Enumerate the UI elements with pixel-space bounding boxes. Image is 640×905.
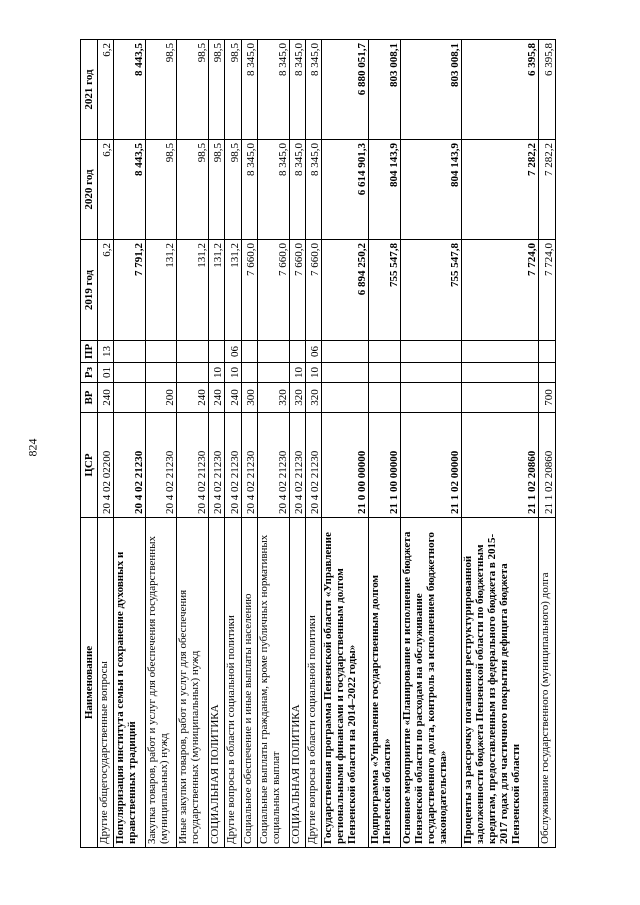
cell-2021: 98,5 [225,40,241,140]
cell-rz [114,363,146,383]
cell-name: Проценты за рассрочку погашения реструктурированной задолженности бюджета Пензенской области по бюджетным кредитам, предоставленным из федерального бюджета в 2015-2017 годах для частичного покрытия дефицита бюджета Пензенской области [462,518,539,848]
table-row [258,40,290,848]
cell-rz [369,363,401,383]
cell-2020: 98,5 [208,140,224,240]
cell-pr [114,341,146,363]
header-2020: 2020 год [81,140,98,240]
cell-name: Обслуживание государственного (муниципального) долга [539,518,556,848]
cell-2019: 7 660,0 [241,240,257,341]
cell-csr: 21 1 02 20860 [462,413,539,518]
cell-2019: 7 791,2 [114,240,146,341]
cell-vr: 300 [241,383,257,413]
cell-2020: 7 282,2 [462,140,539,240]
header-rz: Рз [81,363,98,383]
cell-vr: 320 [258,383,290,413]
cell-2020: 6 614 901,3 [322,140,369,240]
table-row [241,40,257,848]
cell-csr: 20 4 02 21230 [289,413,305,518]
cell-vr: 320 [289,383,305,413]
cell-csr: 21 1 00 00000 [369,413,401,518]
cell-2019: 7 660,0 [258,240,290,341]
cell-2021: 8 345,0 [289,40,305,140]
cell-2021: 6 395,8 [539,40,556,140]
cell-2019: 131,2 [225,240,241,341]
cell-2019: 755 547,8 [369,240,401,341]
cell-pr [462,341,539,363]
cell-csr: 20 4 02 21230 [225,413,241,518]
cell-2020: 804 143,9 [400,140,462,240]
cell-2020: 8 345,0 [258,140,290,240]
cell-rz: 10 [289,363,305,383]
table-row [145,40,177,848]
cell-pr [177,341,209,363]
cell-2020: 8 345,0 [306,140,322,240]
cell-2020: 6,2 [98,140,114,240]
cell-vr [400,383,462,413]
cell-pr [145,341,177,363]
cell-2019: 7 724,0 [462,240,539,341]
cell-vr: 200 [145,383,177,413]
cell-csr: 20 4 02 21230 [145,413,177,518]
cell-vr [114,383,146,413]
cell-2020: 8 345,0 [241,140,257,240]
cell-csr: 20 4 02 21230 [208,413,224,518]
cell-pr [258,341,290,363]
header-name: Наименование [81,518,98,848]
table-row [225,40,241,848]
cell-rz [145,363,177,383]
cell-2019: 755 547,8 [400,240,462,341]
cell-2019: 131,2 [208,240,224,341]
cell-2019: 7 660,0 [306,240,322,341]
cell-rz [539,363,556,383]
cell-name: Государственная программа Пензенской области «Управление региональными финансами и государственным долгом Пензенской области на 2014–2022 годы» [322,518,369,848]
cell-2019: 131,2 [177,240,209,341]
header-csr: ЦСР [81,413,98,518]
cell-2021: 98,5 [145,40,177,140]
cell-2020: 804 143,9 [369,140,401,240]
cell-2019: 6 894 250,2 [322,240,369,341]
cell-2021: 8 345,0 [306,40,322,140]
cell-pr [400,341,462,363]
table-row [177,40,209,848]
cell-rz: 10 [306,363,322,383]
cell-vr: 240 [208,383,224,413]
cell-vr [462,383,539,413]
cell-vr: 700 [539,383,556,413]
cell-2021: 98,5 [208,40,224,140]
cell-2021: 8 345,0 [258,40,290,140]
cell-vr: 320 [306,383,322,413]
table-row [369,40,401,848]
table-header-row [81,40,98,848]
table-row [208,40,224,848]
cell-2021: 6,2 [98,40,114,140]
header-2019: 2019 год [81,240,98,341]
table-row [289,40,305,848]
cell-name: Закупка товаров, работ и услуг для обеспечения государственных (муниципальных) нужд [145,518,177,848]
cell-rz [400,363,462,383]
cell-pr [208,341,224,363]
page-number: 824 [25,438,40,457]
cell-rz [241,363,257,383]
table-row [539,40,556,848]
cell-name: СОЦИАЛЬНАЯ ПОЛИТИКА [208,518,224,848]
cell-name: Иные закупки товаров, работ и услуг для обеспечения государственных (муниципальных) нужд [177,518,209,848]
cell-csr: 21 1 02 20860 [539,413,556,518]
cell-csr: 20 4 02 21230 [241,413,257,518]
cell-vr: 240 [177,383,209,413]
cell-pr [322,341,369,363]
cell-name: Социальное обеспечение и иные выплаты населению [241,518,257,848]
cell-name: Другие вопросы в области социальной политики [225,518,241,848]
cell-csr: 20 4 02 21230 [306,413,322,518]
cell-2020: 98,5 [177,140,209,240]
cell-2019: 6,2 [98,240,114,341]
cell-2021: 8 345,0 [241,40,257,140]
cell-pr [241,341,257,363]
header-pr: ПР [81,341,98,363]
cell-rz [462,363,539,383]
cell-rz [177,363,209,383]
cell-2021: 8 443,5 [114,40,146,140]
cell-rz: 01 [98,363,114,383]
cell-vr [322,383,369,413]
header-2021: 2021 год [81,40,98,140]
cell-csr: 20 4 02 21230 [177,413,209,518]
cell-csr: 21 1 02 00000 [400,413,462,518]
cell-2020: 98,5 [145,140,177,240]
cell-2021: 803 008,1 [400,40,462,140]
cell-name: Подпрограмма «Управление государственным долгом Пензенской области» [369,518,401,848]
cell-csr: 21 0 00 00000 [322,413,369,518]
cell-2019: 131,2 [145,240,177,341]
cell-rz: 10 [208,363,224,383]
cell-name: Социальные выплаты гражданам, кроме публичных нормативных социальных выплат [258,518,290,848]
cell-csr: 20 4 02 02200 [98,413,114,518]
table-row [322,40,369,848]
cell-2020: 8 345,0 [289,140,305,240]
cell-csr: 20 4 02 21230 [258,413,290,518]
cell-2021: 803 008,1 [369,40,401,140]
table-row [462,40,539,848]
budget-table [80,39,556,848]
cell-2020: 98,5 [225,140,241,240]
cell-pr: 06 [306,341,322,363]
cell-2021: 6 880 051,7 [322,40,369,140]
cell-2019: 7 660,0 [289,240,305,341]
cell-name: Основное мероприятие «Планирование и исполнение бюджета Пензенской области по расходам на обслуживание государственного долга, контроль за исполнением бюджетного законодательства» [400,518,462,848]
header-vr: ВР [81,383,98,413]
cell-pr [369,341,401,363]
cell-pr [289,341,305,363]
table-row [98,40,114,848]
table-row [306,40,322,848]
cell-2020: 7 282,2 [539,140,556,240]
table-row [400,40,462,848]
table-row [114,40,146,848]
cell-rz: 10 [225,363,241,383]
cell-vr: 240 [98,383,114,413]
cell-2020: 8 443,5 [114,140,146,240]
cell-name: СОЦИАЛЬНАЯ ПОЛИТИКА [289,518,305,848]
cell-rz [322,363,369,383]
cell-pr: 06 [225,341,241,363]
cell-rz [258,363,290,383]
cell-name: Другие вопросы в области социальной политики [306,518,322,848]
cell-pr [539,341,556,363]
cell-2021: 98,5 [177,40,209,140]
rotated-page-content [80,40,556,848]
cell-csr: 20 4 02 21230 [114,413,146,518]
cell-2021: 6 395,8 [462,40,539,140]
cell-pr: 13 [98,341,114,363]
cell-vr: 240 [225,383,241,413]
cell-2019: 7 724,0 [539,240,556,341]
cell-name: Другие общегосударственные вопросы [98,518,114,848]
cell-name: Популяризация института семьи и сохранение духовных и нравственных традиций [114,518,146,848]
cell-vr [369,383,401,413]
